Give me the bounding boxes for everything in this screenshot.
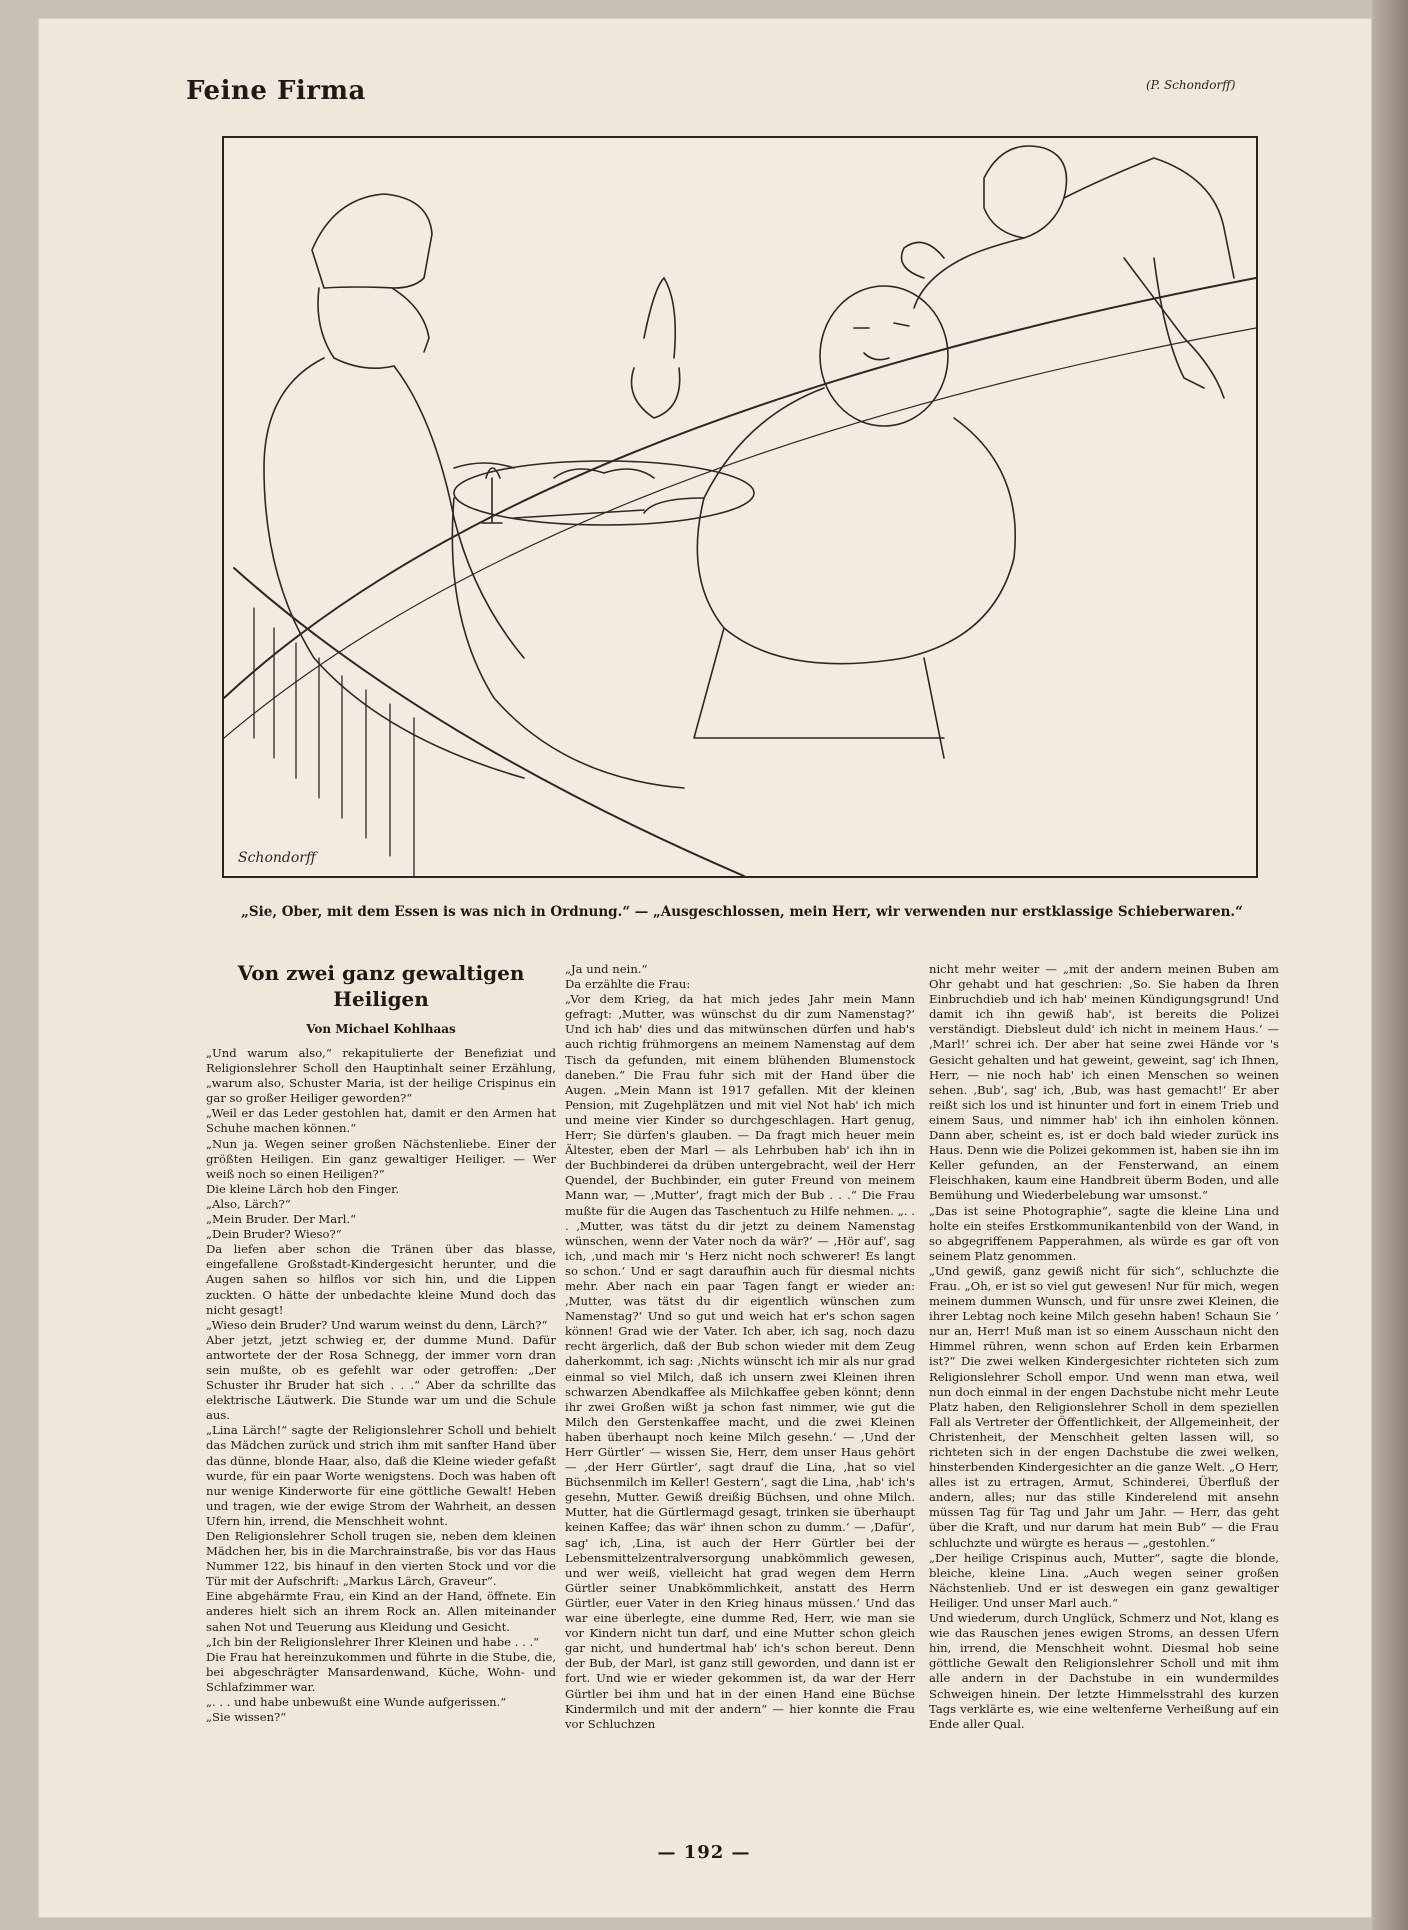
page-number: — 192 — [657, 1842, 751, 1863]
paragraph: „Und gewiß, ganz gewiß nicht für sich“, schluchzte die Frau. „Oh, er ist so viel gut gewesen! Nur für mich, wegen meinem dummen Wunsch, und für unsre zwei Kleinen, die ihrer Lebtag noch keine Milch gesehn haben! Schaun Sie ’ nur an, Herr! Muß man ist so einem Ausschaun nicht den Himmel rühren, wenn schon auf Erden kein Erbarmen ist?“ Die zwei welken Kindergesichter richteten sich zum Religionslehrer Scholl empor. Und wenn man etwa, weil nun doch einmal in der engen Dachstube nicht mehr Leute Platz haben, den Religionslehrer Scholl in dem speziellen Fall als Vertreter der Öffentlichkeit, der Allgemeinheit, der Christenheit, der Menschheit gelten lassen will, so richteten sich in der engen Dachstube die zwei welken, hinsterbenden Kindergesichter an die ganze Welt. „O Herr, alles ist zu ertragen, Armut, Schinderei, Überfluß der andern, alles; nur das stille Kinderelend mit ansehn müssen Tag für Tag und Jahr um Jahr. — Herr, das geht über die Kraft, und nur darum hat mein Bub“ — die Frau schluchzte und würgte es heraus — „gestohlen.“ [929, 1263, 1279, 1550]
article-column-2 [565, 962, 915, 1866]
paragraph: „Wieso dein Bruder? Und warum weinst du denn, Lärch?“ [206, 1317, 548, 1332]
paragraph: „Ich bin der Religionslehrer Ihrer Kleinen und habe . . .“ [206, 1634, 540, 1649]
paragraph: „. . . und habe unbewußt eine Wunde aufgerissen.“ [206, 1695, 507, 1710]
paragraph: „Und warum also,“ rekapitulierte der Benefiziat und Religionslehrer Scholl den Hauptinhalt seiner Erzählung, „warum also, Schuster Maria, ist der heilige Crispinus ein gar so großer Heiliger geworden?“ [206, 1046, 556, 1106]
paragraph: Die Frau hat hereinzukommen und führte in die Stube, die, bei abgeschrägter Mansardenwand, Küche, Wohn- und Schlafzimmer war. [206, 1649, 556, 1694]
paragraph: Da liefen aber schon die Tränen über das blasse, eingefallene Großstadt-Kindergesicht herunter, und die Augen sahen so hilflos vor sich hin, und die Lippen zuckten. O hätte der unbedachte kleine Mund doch das nicht gesagt! [206, 1242, 556, 1317]
article-byline: Von Michael Kohlhaas [306, 1022, 456, 1036]
paragraph: „Weil er das Leder gestohlen hat, damit er den Armen hat Schuhe machen können.“ [206, 1106, 556, 1136]
page-edge [1372, 0, 1408, 1930]
paragraph: „Also, Lärch?“ [206, 1196, 291, 1211]
paragraph: „Dein Bruder? Wieso?“ [206, 1227, 342, 1242]
paragraph: „Das ist seine Photographie“, sagte die kleine Lina und holte ein steifes Erstkommunikantenbild von der Wand, in so abgegriffenem Papperahmen, als würde es gar oft von seinem Platz genommen. [929, 1203, 1279, 1263]
paragraph: Den Religionslehrer Scholl trugen sie, neben dem kleinen Mädchen her, bis in die Marchrainstraße, bis vor das Haus Nummer 122, bis hinauf in den vierten Stock und vor die Tür mit der Aufschrift: „Markus Lärch, Graveur“. [206, 1529, 556, 1589]
paragraph: „Der heilige Crispinus auch, Mutter“, sagte die blonde, bleiche, kleine Lina. „Auch wegen seiner großen Nächstenlieb. Und er ist deswegen ein ganz gewaltiger Heiliger. Und unser Marl auch.“ [929, 1550, 1279, 1610]
artist-signature: Schondorff [238, 850, 316, 866]
cartoon-title: Feine Firma [186, 76, 366, 106]
artist-credit: (P. Schondorff) [1146, 78, 1236, 92]
paragraph: Eine abgehärmte Frau, ein Kind an der Hand, öffnete. Ein anderes hielt sich an ihrem Rock an. Allen miteinander sahen Not und Teuerung aus Kleidung und Gesicht. [206, 1589, 556, 1634]
paragraph: „Mein Bruder. Der Marl.“ [206, 1212, 357, 1227]
paragraph: Da erzählte die Frau: [565, 977, 691, 992]
cartoon-illustration [222, 136, 1258, 878]
cartoon-caption: „Sie, Ober, mit dem Essen is was nich in Ordnung.“ — „Ausgeschlossen, mein Herr, wir verwenden nur erstklassige Schieberwaren.“ [241, 904, 1243, 920]
paragraph: nicht mehr weiter — „mit der andern meinen Buben am Ohr gehabt und hat geschrien: ‚So. Sie haben da Ihren Einbruchdieb und ich hab' meinen Kündigungsgrund! Und damit ich ihn gewiß hab', ist bereits die Polizei verständigt. Diebsleut duld' ich nicht in meinem Haus.‘ — ‚Marl!‘ schrei ich. Der aber hat seine zwei Hände vor 's Gesicht gehalten und hat geweint, geweint, sag' ich Ihnen, Herr, — nie noch hab' ich einen Menschen so weinen sehen. ‚Bub‘, sag' ich, ‚Bub, was hast gemacht!‘ Er aber reißt sich los und ist hinunter und fort in einem Trieb und einem Saus, und nimmer hab' ich ihn einholen können. Dann aber, scheint es, ist er doch bald wieder zurück ins Haus. Denn wie die Polizei gekommen ist, haben sie ihn im Keller gefunden, an der Fensterwand, an einem Fleischhaken, kaum eine Handbreit überm Boden, und alle Bemühung und Wiederbelebung war umsonst.“ [929, 962, 1279, 1203]
paragraph: Die kleine Lärch hob den Finger. [206, 1181, 400, 1196]
paragraph: Und wiederum, durch Unglück, Schmerz und Not, klang es wie das Rauschen jenes ewigen Stroms, an dessen Ufern hin, irrend, die Menschheit wohnt. Diesmal hob seine göttliche Gewalt den Religionslehrer Scholl und mit ihm alle andern in der Dachstube in ein wundermildes Schweigen hinein. Der letzte Himmelsstrahl des kurzen Tags verklärte es, wie eine weltenferne Verheißung auf ein Ende aller Qual. [929, 1611, 1279, 1731]
paragraph: „Sie wissen?“ [206, 1710, 287, 1725]
article-title: Von zwei ganz gewaltigen Heiligen [237, 961, 525, 1011]
article-column-1 [206, 1046, 556, 1866]
paragraph: „Vor dem Krieg, da hat mich jedes Jahr mein Mann gefragt: ‚Mutter, was wünschst du dir zum Namenstag?‘ Und ich hab' dies und das mitwünschen dürfen und hab's auch richtig frühmorgens an meinem Namenstag auf dem Tisch da gefunden, mit einem blühenden Blumenstock daneben.“ Die Frau fuhr sich mit der Hand über die Augen. „Mein Mann ist 1917 gefallen. Mit der kleinen Pension, mit Zugehplätzen und mit viel Not hab' ich mich und meine vier Kinder so durchgeschlagen. Hart genug, Herr; Sie dürfen's glauben. — Da fragt mich heuer mein Ältester, eben der Marl — als Lehrbuben hab' ich ihn in der Buchbinderei da drüben untergebracht, weil der Herr Quendel, der Buchbinder, ein guter Freund von meinem Mann war, — ‚Mutter‘, fragt mich der Bub . . .“ Die Frau mußte für die Augen das Taschentuch zu Hilfe nehmen. „. . . ‚Mutter, was tätst du dir jetzt zu deinem Namenstag wünschen, wenn der Vater noch da wär?‘ — ‚Hör auf‘, sag ich, ‚und mach mir 's Herz nicht noch schwerer! Es langt so schon.‘ Und er sagt daraufhin auch für diesmal nichts mehr. Aber nach ein paar Tagen fangt er wieder an: ‚Mutter, was tätst du dir eigentlich wünschen zum Namenstag?‘ Und so gut und weich hat er's schon sagen können! Grad wie der Vater. Ich aber, ich sag, noch dazu recht ärgerlich, daß der Bub schon wieder mit dem Zeug daherkommt, ich sag: ‚Nichts wünscht ich mir als nur grad einmal so viel Milch, daß ich unsern zwei Kleinen ihren schwarzen Abendkaffee als Milchkaffee geben könnt; denn ihr zwei Großen wißt ja schon fast nimmer, wie gut die Milch den Gerstenkaffee macht, und die zwei Kleinen haben überhaupt noch keine Milch gesehn.‘ — ‚Und der Herr Gürtler‘ — wissen Sie, Herr, dem unser Haus gehört — ‚der Herr Gürtler‘, sagt drauf die Lina, ‚hat so viel Büchsenmilch im Keller! Gestern‘, sagt die Lina, ‚hab' ich's gesehn, Mutter. Gewiß dreißig Büchsen, und ohne Milch. Mutter, hat die Gürtlermagd gesagt, trinken sie überhaupt keinen Kaffee; das wär' ihnen schon zu dumm.‘ — ‚Dafür‘, sag' ich, ‚Lina, ist auch der Herr Gürtler bei der Lebensmittelzentralversorgung unabkömmlich gewesen, und wer weiß, vielleicht hat grad wegen dem Herrn Gürtler seiner Unabkömmlichkeit, anstatt des Herrn Gürtler, euer Vater in den Krieg hinaus müssen.‘ Und das war eine überlegte, eine dumme Red, Herr, wie man sie vor Kindern nicht tun darf, und eine Mutter schon gleich gar nicht, und hundertmal hab' ich's schon bereut. Denn der Bub, der Marl, ist ganz still geworden, und dann ist er fort. Und wie er wieder gekommen ist, da war der Herr Gürtler bei ihm und hat in der einen Hand eine Büchse Kindermilch und mit der andern“ — hier konnte die Frau vor Schluchzen [565, 992, 915, 1731]
paragraph: „Nun ja. Wegen seiner großen Nächstenliebe. Einer der größten Heiligen. Ein ganz gewaltiger Heiliger. — Wer weiß noch so einen Heiligen?“ [206, 1136, 556, 1181]
article-column-3 [929, 962, 1279, 1866]
paragraph: Aber jetzt, jetzt schwieg er, der dumme Mund. Dafür antwortete der der Rosa Schnegg, der immer vorn dran sein mußte, ob es gefehlt war oder getroffen: „Der Schuster ihr Bruder hat sich . . .“ Aber da schrillte das elektrische Läutwerk. Die Stunde war um und die Schule aus. [206, 1332, 556, 1423]
paragraph: „Lina Lärch!“ sagte der Religionslehrer Scholl und behielt das Mädchen zurück und strich ihm mit sanfter Hand über das dünne, blonde Haar, also, daß die Kleine wieder gefaßt wurde, für ein paar Worte wenigstens. Doch was haben oft nur wenige Kinderworte für eine göttliche Gewalt! Heben und tragen, wie der ewige Strom der Wahrheit, an dessen Ufern hin, irrend, die Menschheit wohnt. [206, 1423, 556, 1528]
cartoon-drawing [224, 138, 1256, 876]
paragraph: „Ja und nein.“ [565, 962, 648, 976]
